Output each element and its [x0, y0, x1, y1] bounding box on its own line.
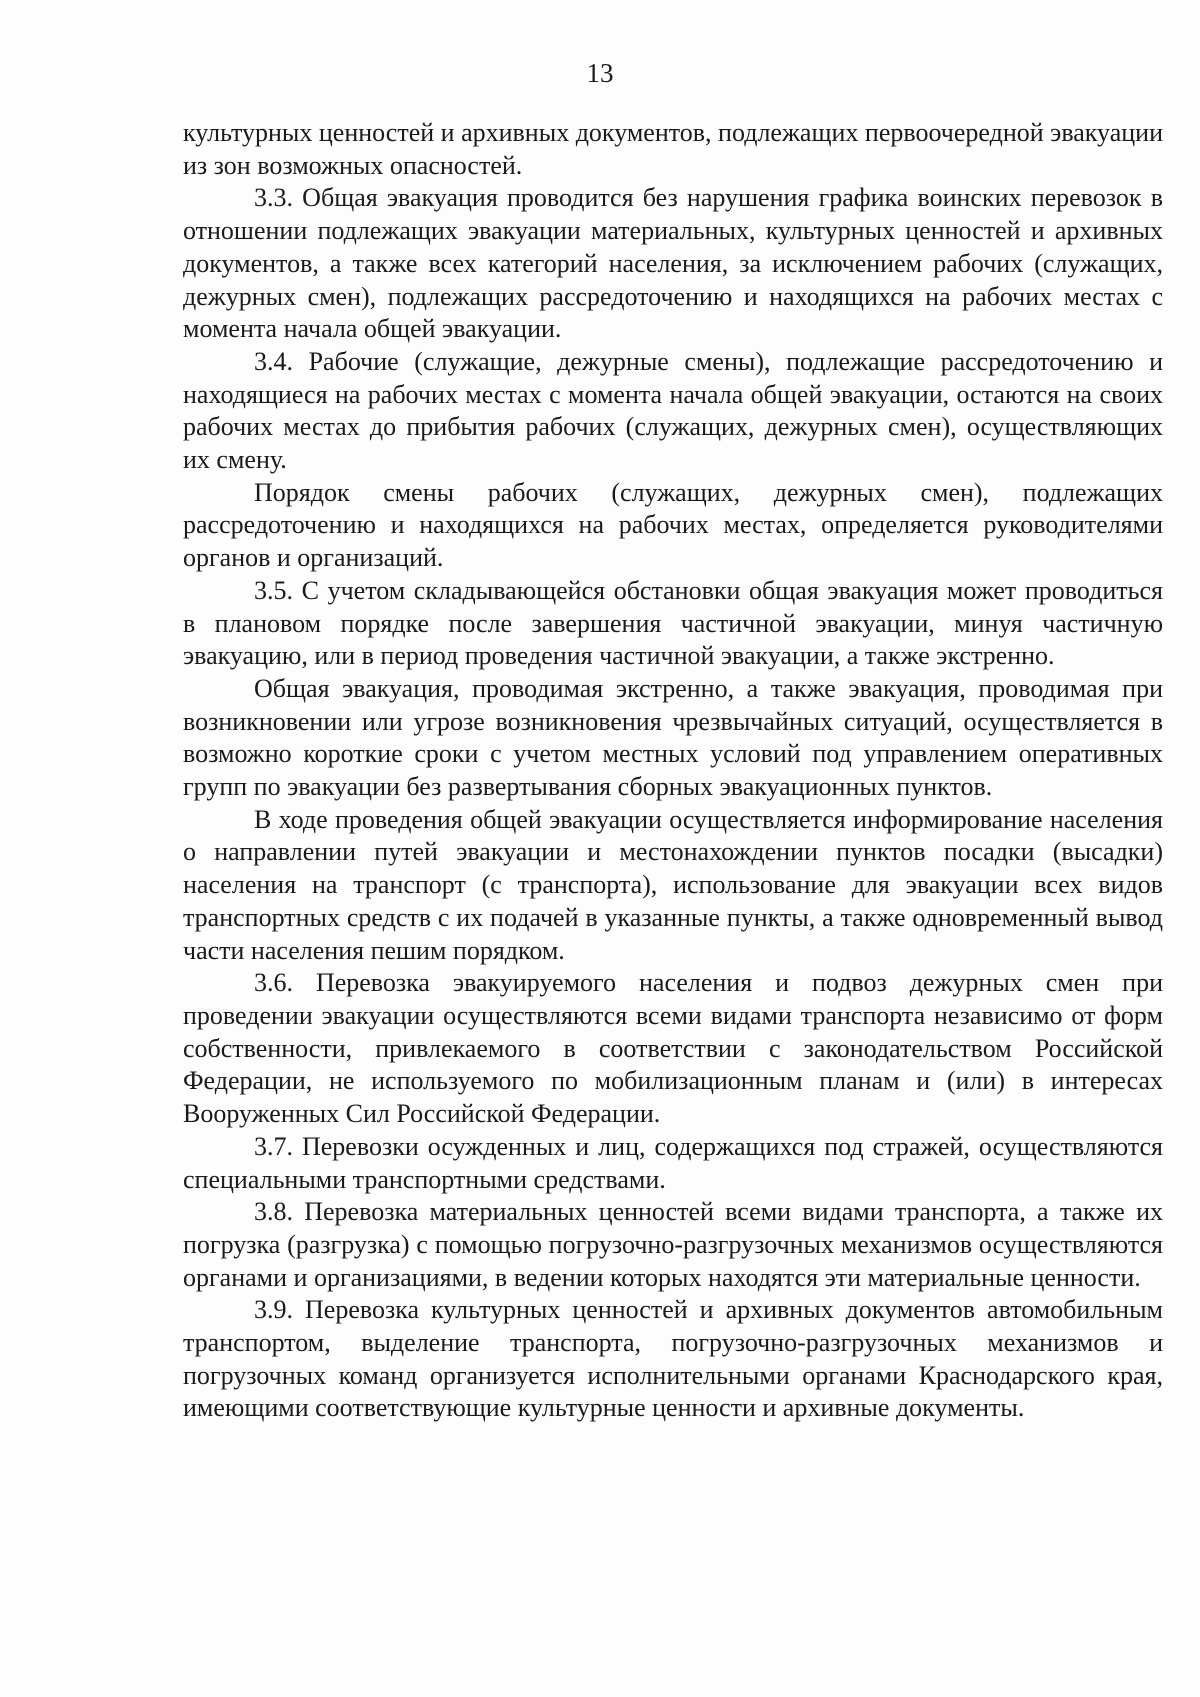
paragraph-emergency-evacuation: Общая эвакуация, проводимая экстренно, а также эвакуация, проводимая при возникновении или угрозе возникновения чрезвычайных ситуаций, осуществляется в возможно короткие сроки с учетом местных условий под управлением оперативных групп по эвакуации без развертывания сборных эвакуационных пунктов. — [183, 673, 1163, 802]
document-body — [183, 117, 1163, 1425]
page-number: 13 — [586, 58, 614, 88]
paragraph-3-8: 3.8. Перевозка материальных ценностей всеми видами транспорта, а также их погрузка (разгрузка) с помощью погрузочно-разгрузочных механизмов осуществляются органами и организациями, в ведении которых находятся эти материальные ценности. — [183, 1197, 1163, 1292]
paragraph-3-4: 3.4. Рабочие (служащие, дежурные смены), подлежащие рассредоточению и находящиеся на рабочих местах с момента начала общей эвакуации, остаются на своих рабочих местах до прибытия рабочих (служащих, дежурных смен), осуществляющих их смену. — [183, 346, 1163, 475]
paragraph-shift-order: Порядок смены рабочих (служащих, дежурных смен), подлежащих рассредоточению и находящихся на рабочих местах, определяется руководителями органов и организаций. — [183, 477, 1163, 573]
paragraph-3-5: 3.5. С учетом складывающейся обстановки общая эвакуация может проводиться в плановом порядке после завершения частичной эвакуации, минуя частичную эвакуацию, или в период проведения частичной эвакуации, а также экстренно. — [183, 575, 1163, 671]
paragraph-3-7: 3.7. Перевозки осужденных и лиц, содержащихся под стражей, осуществляются специальными транспортными средствами. — [183, 1131, 1163, 1194]
paragraph-3-3: 3.3. Общая эвакуация проводится без нарушения графика воинских перевозок в отношении подлежащих эвакуации материальных, культурных ценностей и архивных документов, а также всех категорий населения, за исключением рабочих (служащих, дежурных смен), подлежащих рассредоточению и находящихся на рабочих местах с момента начала общей эвакуации. — [183, 183, 1163, 344]
paragraph-3-9: 3.9. Перевозка культурных ценностей и архивных документов автомобильным транспортом, выделение транспорта, погрузочно-разгрузочных механизмов и погрузочных команд организуется исполнительными органами Краснодарского края, имеющими соответствующие культурные ценности и архивные документы. — [183, 1295, 1163, 1423]
paragraph-informing-population: В ходе проведения общей эвакуации осуществляется информирование населения о направлении путей эвакуации и местонахождении пунктов посадки (высадки) населения на транспорт (с транспорта), использование для эвакуации всех видов транспортных средств с их подачей в указанные пункты, а также одновременный вывод части населения пешим порядком. — [183, 804, 1163, 965]
paragraph-3-6: 3.6. Перевозка эвакуируемого населения и подвоз дежурных смен при проведении эвакуации осуществляются всеми видами транспорта независимо от форм собственности, привлекаемого в соответствии с законодательством Российской Федерации, не используемого по мобилизационным планам и (или) в интересах Вооруженных Сил Российской Федерации. — [183, 968, 1163, 1129]
paragraph-1: культурных ценностей и архивных документов, подлежащих первоочередной эвакуации из зон возможных опасностей. — [183, 118, 1163, 180]
